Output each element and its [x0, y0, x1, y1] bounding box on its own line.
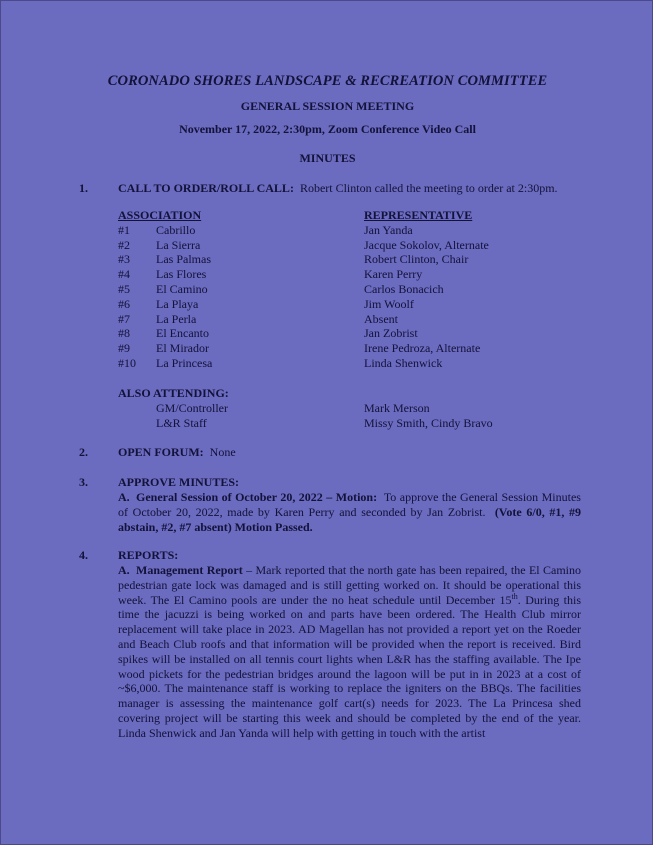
- section-label: APPROVE MINUTES:: [118, 475, 240, 489]
- association-name: La Sierra: [156, 237, 201, 252]
- section-number: 3.: [79, 475, 88, 489]
- motion-text: To approve the General Session Minutes of October 20, 2022, made by Karen Perry and seconded by Jan Zobrist.: [118, 490, 581, 519]
- association-number: #5: [118, 281, 130, 296]
- association-number: #10: [118, 355, 136, 370]
- association-number: #6: [118, 296, 130, 311]
- association-name: El Camino: [156, 281, 208, 296]
- association-name: El Encanto: [156, 326, 209, 341]
- association-name: La Perla: [156, 311, 197, 326]
- section-text: None: [209, 445, 236, 459]
- approve-minutes-line: [118, 475, 239, 490]
- management-report: [118, 563, 581, 741]
- roll-call-table: [118, 208, 518, 371]
- roster-rows: [118, 223, 518, 371]
- report-text-1: – Mark reported that the north gate has been repaired, the El Camino pedestrian gate lock was damaged and is still getting worked on. It should be operational this week. The El Camino pools are under the no heat schedule until December 15: [118, 563, 581, 607]
- call-to-order-line: [118, 181, 558, 196]
- association-number: #1: [118, 222, 130, 237]
- section-label: OPEN FORUM:: [118, 445, 204, 459]
- section-text: Robert Clinton called the meeting to order at 2:30pm.: [299, 181, 558, 195]
- attendee-role: GM/Controller: [156, 400, 228, 415]
- section-label: CALL TO ORDER/ROLL CALL:: [118, 181, 294, 195]
- association-column-header: ASSOCIATION: [118, 208, 202, 222]
- table-row: [118, 341, 518, 356]
- association-name: El Mirador: [156, 341, 209, 356]
- table-row: [118, 267, 518, 282]
- association-name: La Princesa: [156, 355, 213, 370]
- association-number: #8: [118, 326, 130, 341]
- list-item: [118, 401, 493, 416]
- also-attending-rows: [118, 401, 493, 431]
- representative-name: Jim Woolf: [364, 296, 414, 311]
- association-number: #4: [118, 267, 130, 282]
- open-forum-line: [118, 445, 236, 460]
- attendee-name: Mark Merson: [364, 400, 430, 415]
- table-header: [118, 208, 518, 223]
- table-row: [118, 312, 518, 327]
- item-letter: A.: [118, 490, 130, 504]
- approve-minutes-item: [118, 490, 581, 534]
- representative-name: Absent: [364, 311, 398, 326]
- table-row: [118, 297, 518, 312]
- committee-title: CORONADO SHORES LANDSCAPE & RECREATION COMMITTEE: [107, 73, 548, 89]
- meeting-type: GENERAL SESSION MEETING: [240, 99, 415, 113]
- section-number: 4.: [79, 548, 88, 562]
- section-number: 2.: [79, 445, 88, 459]
- table-row: [118, 282, 518, 297]
- association-number: #2: [118, 237, 130, 252]
- association-name: Cabrillo: [156, 222, 196, 237]
- representative-name: Linda Shenwick: [364, 355, 443, 370]
- report-title: Management Report: [136, 563, 243, 577]
- association-number: #7: [118, 311, 130, 326]
- representative-name: Jan Yanda: [364, 222, 413, 237]
- reports-line: [118, 548, 178, 563]
- table-row: [118, 223, 518, 238]
- minutes-heading: MINUTES: [299, 151, 356, 165]
- representative-name: Karen Perry: [364, 267, 423, 282]
- representative-name: Jan Zobrist: [364, 326, 418, 341]
- motion-vote: (Vote 6/0, #1, #9 abstain, #2, #7 absent) Motion Passed.: [118, 504, 582, 534]
- association-number: #3: [118, 252, 130, 267]
- list-item: [118, 416, 493, 431]
- attendee-name: Missy Smith, Cindy Bravo: [364, 415, 493, 430]
- association-number: #9: [118, 341, 130, 356]
- table-row: [118, 326, 518, 341]
- association-name: Las Palmas: [156, 252, 211, 267]
- superscript: th: [511, 591, 518, 601]
- section-number: 1.: [79, 181, 88, 195]
- table-row: [118, 356, 518, 371]
- representative-name: Carlos Bonacich: [364, 281, 444, 296]
- association-name: La Playa: [156, 296, 199, 311]
- representative-name: Jacque Sokolov, Alternate: [364, 237, 489, 252]
- motion-title: General Session of October 20, 2022 – Motion:: [136, 490, 378, 504]
- representative-column-header: REPRESENTATIVE: [364, 208, 473, 222]
- representative-name: Robert Clinton, Chair: [364, 252, 469, 267]
- meeting-date: November 17, 2022, 2:30pm, Zoom Conference Video Call: [179, 122, 476, 136]
- attendee-role: L&R Staff: [156, 415, 207, 430]
- also-attending: [118, 386, 493, 430]
- item-letter: A.: [118, 563, 130, 577]
- association-name: Las Flores: [156, 267, 207, 282]
- table-row: [118, 252, 518, 267]
- table-row: [118, 238, 518, 253]
- section-label: REPORTS:: [118, 548, 179, 562]
- also-attending-label: ALSO ATTENDING:: [118, 386, 229, 400]
- report-text-2: . During this time the jacuzzi is being worked on and parts have been ordered. The Health Club mirror replacement will take place in 2023. AD Magellan has not provided a report yet on the Roeder and Beach Club roofs and that information will be provided when the report is received. Bird spikes will be installed on all tennis court lights when L&R has the staffing available. The Ipe wood pickets for the pedestrian bridges around the lagoon will be put in in 2023 at a cost of ~$6,000. The maintenance staff is working to replace the igniters on the BBQs. The facilities manager is assessing the maintenance golf cart(s) needs for 2023. The La Princesa shed covering project will be starting this week and should be completed by the end of the year. Linda Shenwick and Jan Yanda will help with getting in touch with the artist: [118, 592, 581, 740]
- representative-name: Irene Pedroza, Alternate: [364, 341, 481, 356]
